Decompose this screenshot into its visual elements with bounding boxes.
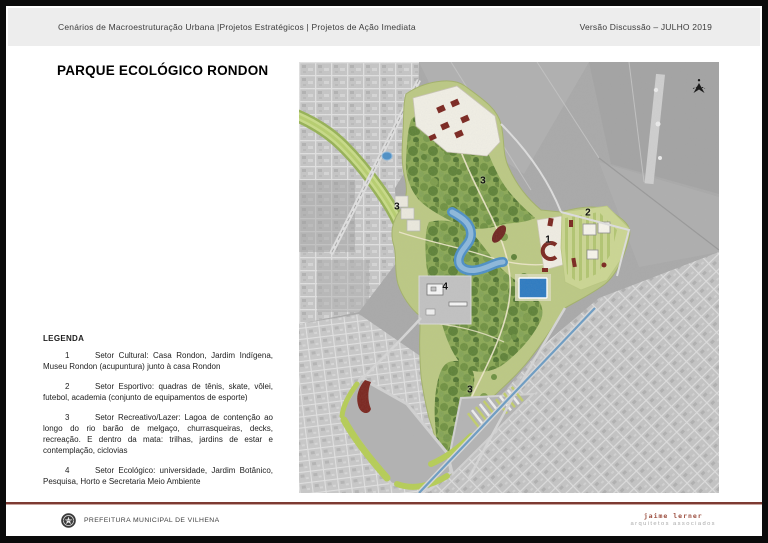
legend-item-number: 4 [65,466,70,475]
legend-item-text: Setor Cultural: Casa Rondon, Jardim Indígena, Museu Rondon (acupuntura) junto à casa Rondon [43,351,273,371]
legend-item [43,465,273,487]
legend-item-number: 2 [65,382,70,391]
map-sector-label: 1 [545,234,551,246]
legend-item [43,412,273,456]
header-strip [8,8,760,46]
legend-panel [43,334,273,496]
footer-org-block [60,512,220,529]
aerial-grain [299,62,719,493]
slide-inner [6,6,762,536]
map-sector-label: 2 [585,207,591,219]
legend-item-number: 1 [65,351,70,360]
legend-item-number: 3 [65,413,70,422]
footer-org-name: PREFEITURA MUNICIPAL DE VILHENA [84,517,220,524]
footer-credit-block [631,512,716,529]
map-sector-label: 3 [480,175,486,187]
legend-item-text: Setor Recreativo/Lazer: Lagoa de contenção ao longo do rio barão de melgaço, churrasqueiras, decks, recreação. E dentro da mata: trilhas, jardins de estar e contemplação, ciclovias [43,413,273,455]
city-crest-icon [60,512,77,529]
footer-credit-role: arquitetos associados [630,520,716,527]
legend-item [43,350,273,372]
map-sector-label: 3 [394,201,400,213]
park-masterplan-map [299,62,719,493]
legend-item-text: Setor Ecológico: universidade, Jardim Botânico, Pesquisa, Horto e Secretaria Meio Ambiente [43,466,273,486]
map-sector-label: 4 [442,281,448,293]
breadcrumb: Cenários de Macroestruturação Urbana |Projetos Estratégicos | Projetos de Ação Imediata [58,22,416,32]
legend-item [43,381,273,403]
map-sector-label: 3 [467,384,473,396]
legend-item-text: Setor Esportivo: quadras de tênis, skate, vôlei, futebol, academia (conjunto de equipamentos de esporte) [43,382,273,402]
footer-credit-firm: jaime lerner [643,512,703,521]
page-title: PARQUE ECOLÓGICO RONDON [57,63,269,78]
version-label: Versão Discussão – JULHO 2019 [579,22,712,32]
footer-bar [6,505,762,536]
aerial-map-image [299,62,719,493]
legend-items [43,350,273,487]
north-arrow-icon [691,78,707,96]
legend-heading: LEGENDA [43,334,85,343]
